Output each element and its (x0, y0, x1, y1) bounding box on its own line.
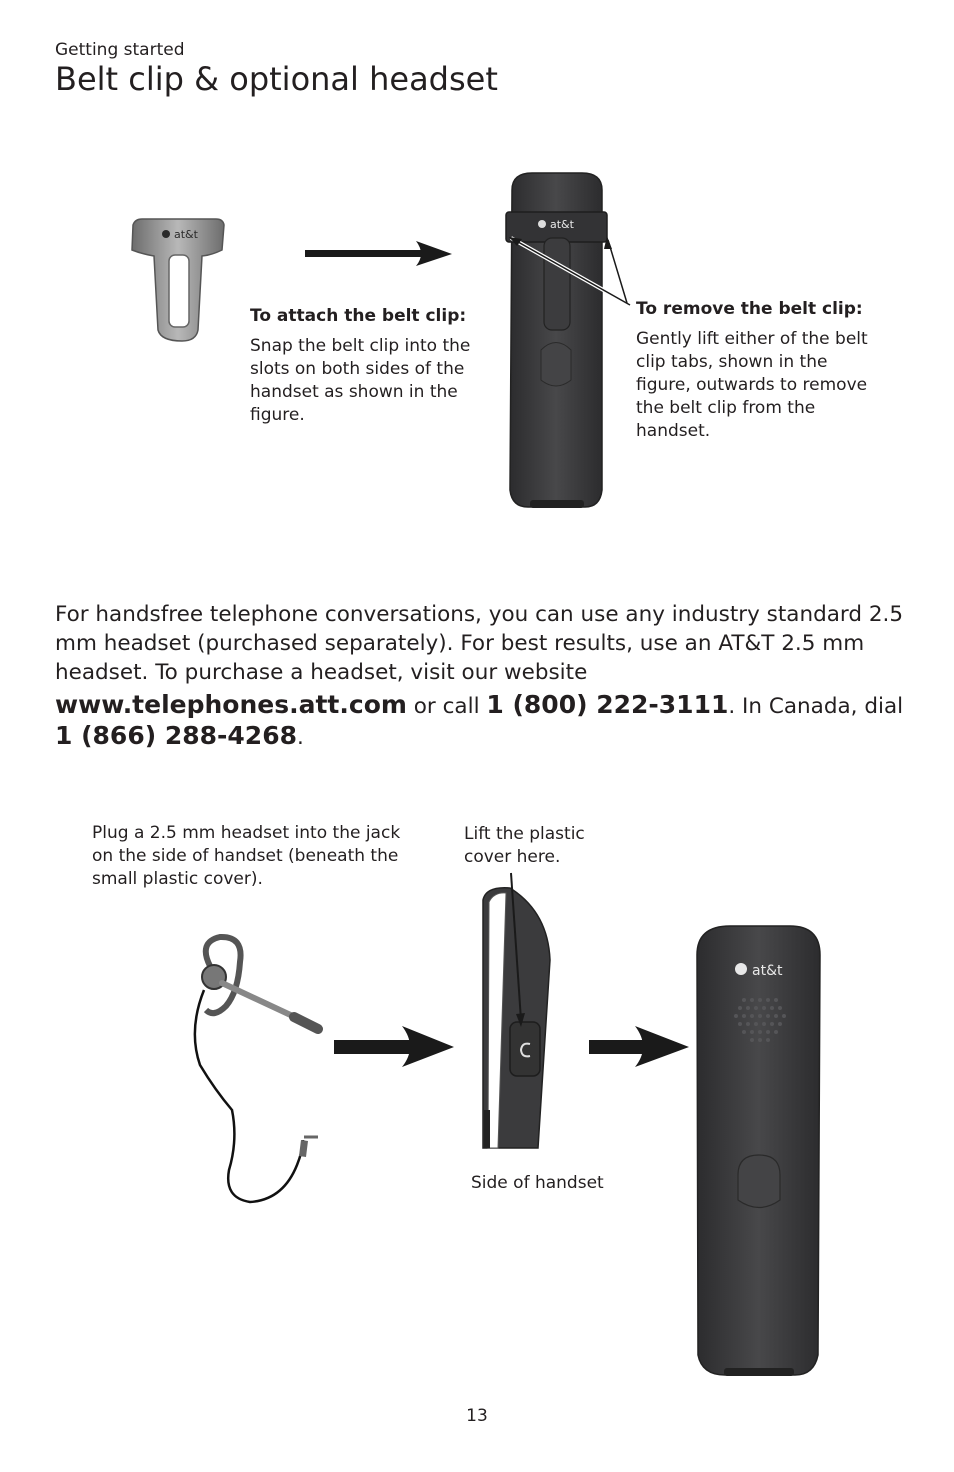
remove-heading: To remove the belt clip: (636, 299, 863, 319)
attach-instructions (250, 305, 490, 427)
handset-with-clip-image (506, 173, 630, 508)
attach-body: Snap the belt clip into the slots on both sides of the handset as shown in the figure. (250, 336, 471, 425)
or-call-text: or call (406, 694, 487, 719)
headset-intro-paragraph (55, 600, 925, 752)
handset-back-image (697, 926, 820, 1376)
canada-text: . In Canada, dial (728, 694, 904, 719)
section-label: Getting started (55, 40, 185, 60)
intro-text: For handsfree telephone conversations, you can use any industry standard 2.5 mm headset (purchased separately). For best results, use an AT&T 2.5 mm headset. To purchase a headset, visit our website (55, 602, 904, 685)
remove-instructions (636, 298, 881, 443)
page-number: 13 (466, 1406, 488, 1426)
attach-heading: To attach the belt clip: (250, 306, 467, 326)
att-globe-icon (735, 963, 747, 975)
website-link[interactable]: www.telephones.att.com (55, 690, 407, 719)
intro-end: . (296, 725, 304, 750)
att-globe-icon (162, 230, 170, 238)
headset-image (195, 937, 318, 1202)
remove-body: Gently lift either of the belt clip tabs, shown in the figure, outwards to remove the belt clip from the handset. (636, 329, 868, 441)
arrow-right-icon (334, 1026, 454, 1067)
arrow-right-icon (305, 241, 452, 266)
side-caption: Side of handset (471, 1173, 604, 1193)
belt-clip-image (132, 219, 224, 341)
att-globe-icon (538, 220, 546, 228)
clip-logo: at&t (174, 228, 198, 241)
lift-caption: Lift the plastic cover here. (464, 824, 585, 867)
arrow-right-icon (589, 1026, 689, 1067)
phone-us: 1 (800) 222-3111 (486, 690, 729, 719)
page-title: Belt clip & optional headset (55, 60, 498, 98)
plug-caption: Plug a 2.5 mm headset into the jack on the side of handset (beneath the small plastic cover). (92, 823, 401, 889)
phone-canada: 1 (866) 288-4268 (55, 721, 297, 750)
handset-logo: at&t (550, 218, 574, 231)
handset-side-image (483, 873, 550, 1148)
back-logo: at&t (752, 963, 783, 979)
